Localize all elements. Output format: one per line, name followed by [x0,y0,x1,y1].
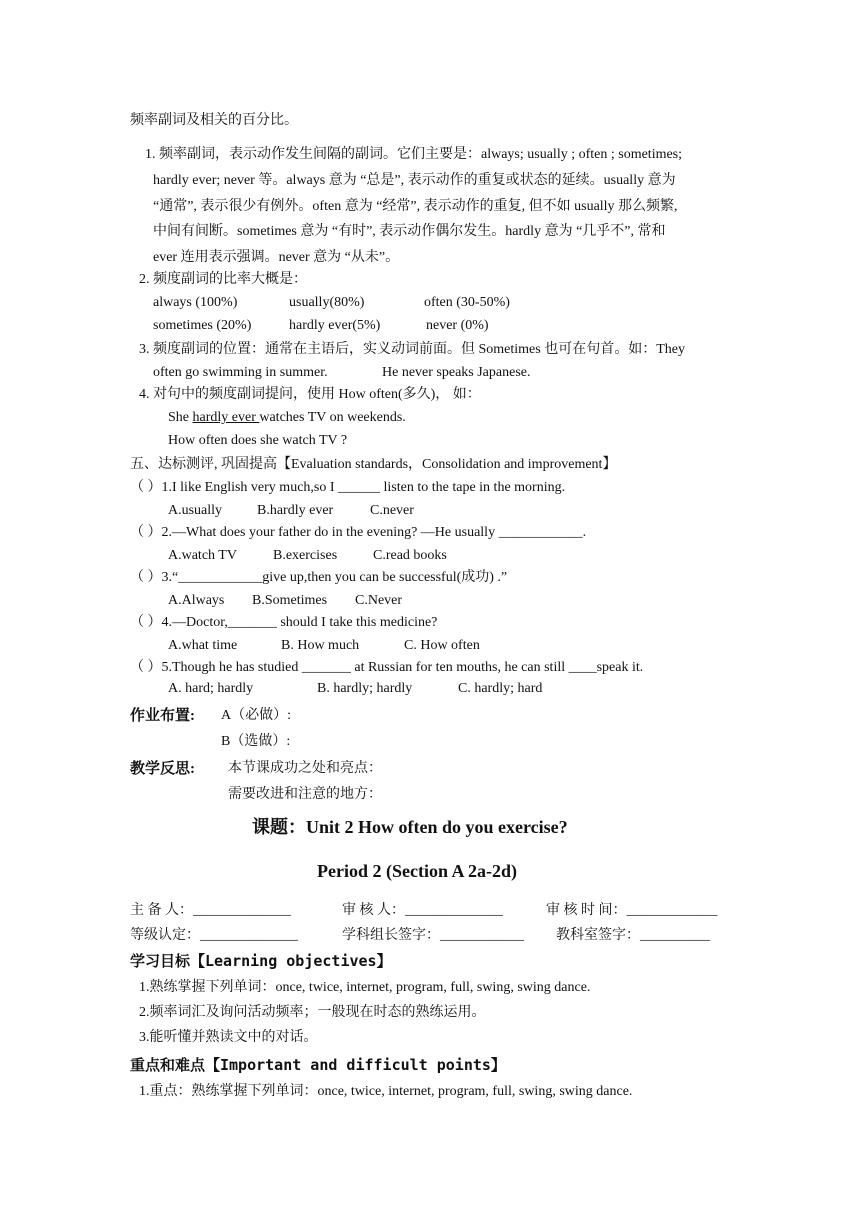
rate-usually: usually(80%) [289,295,365,310]
objective-2: 2.频率词汇及询问活动频率；一般现在时态的熟练运用。 [139,1005,486,1020]
q4-option-c: C. How often [404,638,480,653]
homework-a: A（必做）: [221,708,291,723]
p1-line-2: hardly ever; never 等。always 意为 “总是”, 表示动作的重复或状态的延续。usually 意为 [153,173,676,188]
q1-option-a: A.usually [168,503,223,518]
meta-grade: 等级认定：______________ [130,928,298,943]
q5-option-a: A. hard; hardly [168,681,254,696]
objective-1: 1.熟练掌握下列单词：once, twice, internet, program, full, swing, swing dance. [139,980,591,995]
question-1: （ ）1.I like English very much,so I ______ listen to the tape in the morning. [130,480,566,495]
homework-b: B（选做）: [221,734,291,749]
q4-option-a: A.what time [168,638,238,653]
rate-sometimes: sometimes (20%) [153,318,252,333]
question-4: （ ）4.—Doctor,_______ should I take this medicine? [130,615,438,630]
p1-line-3: “通常”, 表示很少有例外。often 意为 “经常”, 表示动作的重复, 但不如 usually 那么频繁, [153,199,678,214]
q3-option-b: B.Sometimes [252,593,328,608]
p4-ex1-underlined: hardly ever [192,410,260,425]
section5-heading: 五、达标测评, 巩固提高【Evaluation standards，Consolidation and improvement】 [130,457,617,472]
rate-hardly-ever: hardly ever(5%) [289,318,381,333]
p4-ex1-end: watches TV on weekends. [259,410,406,425]
question-2: （ ）2.—What does your father do in the evening? —He usually ____________. [130,525,587,540]
q5-option-b: B. hardly; hardly [317,681,413,696]
lesson-period: Period 2 (Section A 2a-2d) [317,861,517,881]
objective-3: 3.能听懂并熟读文中的对话。 [139,1030,318,1045]
meta-review-time: 审 核 时 间：_____________ [546,903,718,918]
reflection-highlights: 本节课成功之处和亮点： [228,761,382,776]
p1-line-1: 1. 频率副词，表示动作发生间隔的副词。它们主要是：always; usually ; often ; sometimes; [145,147,683,162]
q5-option-c: C. hardly; hard [458,681,543,696]
meta-preparer: 主 备 人：______________ [130,903,291,918]
question-3: （ ）3.“____________give up,then you can be successful(成功) .” [130,570,508,585]
q2-option-a: A.watch TV [168,548,237,563]
q2-option-c: C.read books [373,548,447,563]
rate-often: often (30-50%) [424,295,510,310]
p3-line-2b: He never speaks Japanese. [382,365,531,380]
homework-label: 作业布置: [130,708,195,724]
q1-option-b: B.hardly ever [257,503,334,518]
p2-title: 2. 频度副词的比率大概是： [139,272,307,287]
question-5: （ ）5.Though he has studied _______ at Russian for ten mouths, he can still ____speak it. [130,660,644,675]
p3-line-1: 3. 频度副词的位置：通常在主语后，实义动词前面。但 Sometimes 也可在句首。如：They [139,342,685,357]
p1-line-4: 中间有间断。sometimes 意为 “有时”, 表示动作偶尔发生。hardly 意为 “几乎不”, 常和 [153,224,666,239]
p3-line-2a: often go swimming in summer. [153,365,328,380]
lesson-title: 课题：Unit 2 How often do you exercise? [252,817,568,837]
p4-example-2: How often does she watch TV ? [168,433,348,448]
key-points-heading: 重点和难点【Important and difficult points】 [130,1056,506,1074]
meta-subject-leader: 学科组长签字：____________ [342,928,524,943]
p4-title: 4. 对句中的频度副词提问，使用 How often(多久)， 如： [139,387,481,402]
rate-never: never (0%) [426,318,489,333]
meta-reviewer: 审 核 人：______________ [342,903,503,918]
q3-option-c: C.Never [355,593,403,608]
reflection-improvements: 需要改进和注意的地方： [228,787,382,802]
key-point-1: 1.重点：熟练掌握下列单词：once, twice, internet, program, full, swing, swing dance. [139,1084,633,1099]
p4-example-1 [168,407,406,429]
q1-option-c: C.never [370,503,414,518]
objectives-heading: 学习目标【Learning objectives】 [130,952,392,970]
intro-line: 频率副词及相关的百分比。 [130,113,298,128]
q3-option-a: A.Always [168,593,225,608]
p4-ex1-start: She [168,410,193,425]
q4-option-b: B. How much [281,638,360,653]
reflection-label: 教学反思: [130,761,195,777]
p1-line-5: ever 连用表示强调。never 意为 “从未”。 [153,250,400,265]
meta-office-sign: 教科室签字：__________ [556,928,710,943]
rate-always: always (100%) [153,295,238,310]
q2-option-b: B.exercises [273,548,338,563]
